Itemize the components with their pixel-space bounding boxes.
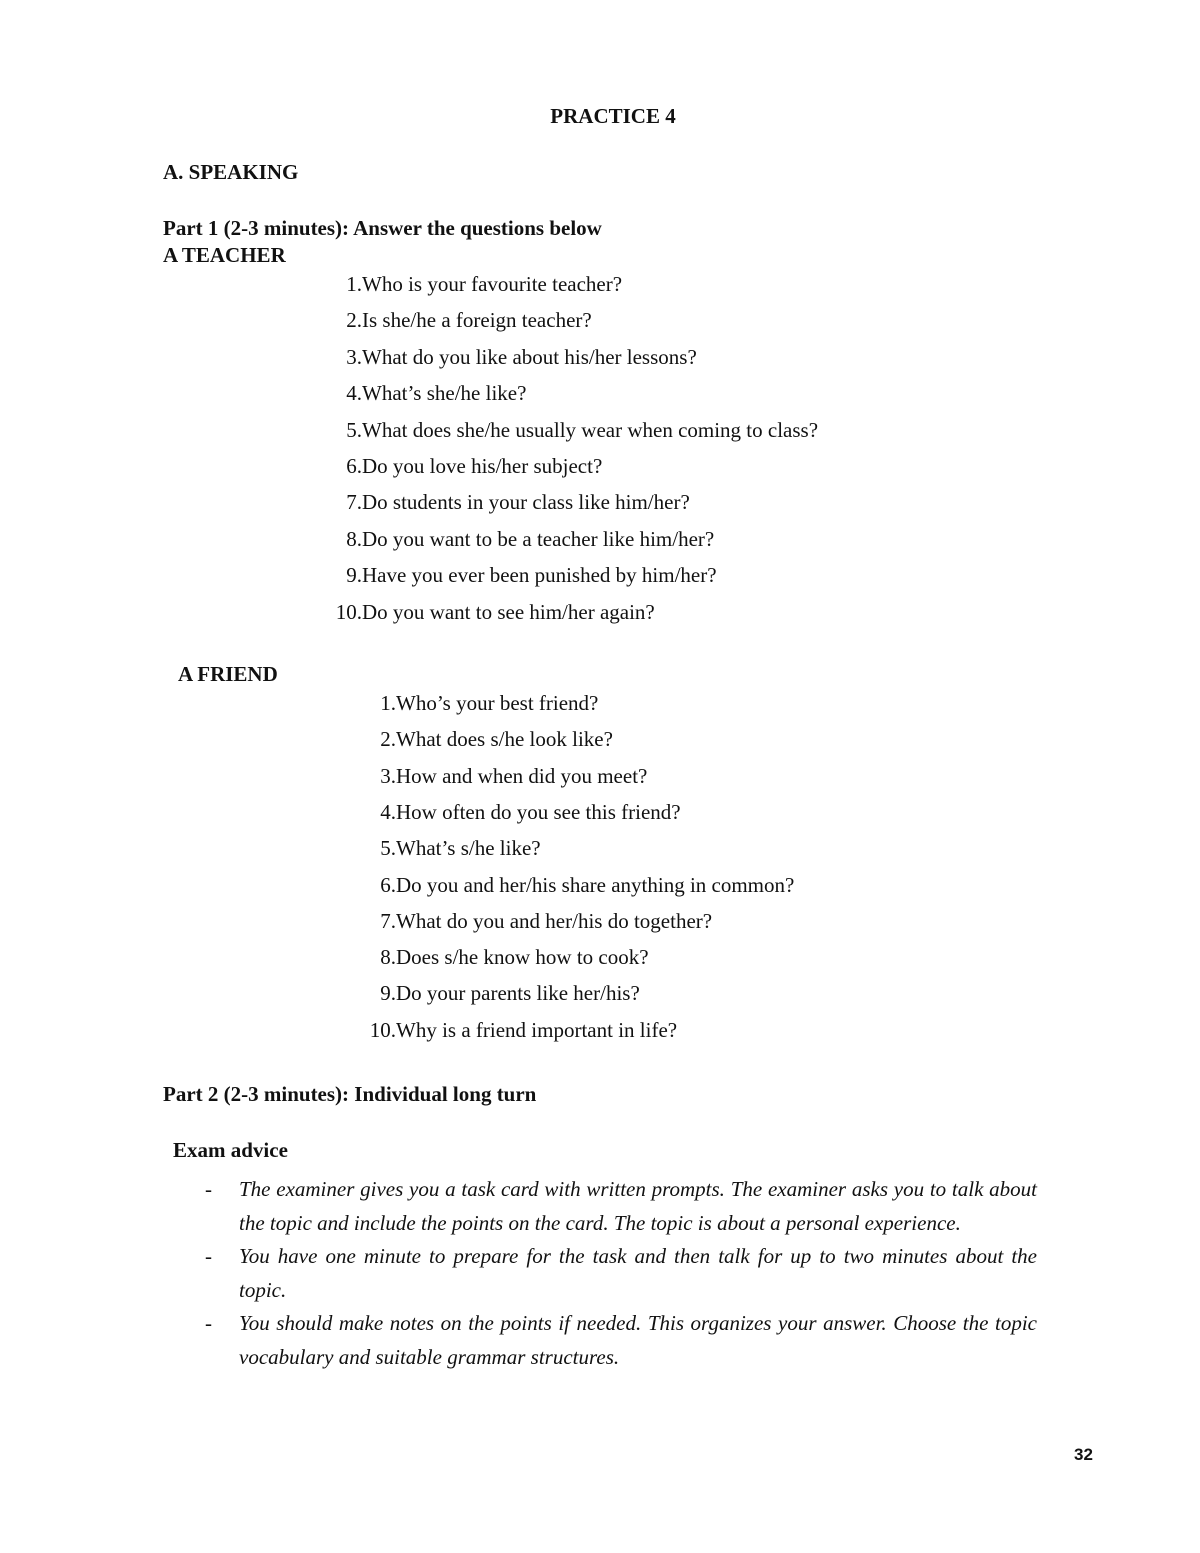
- list-item: 4. What’s she/he like?: [346, 381, 527, 406]
- exam-advice-list: [205, 1173, 1037, 1374]
- page-number: 32: [1074, 1445, 1093, 1464]
- list-item: 1. Who’s your best friend?: [380, 691, 599, 715]
- friend-heading: A FRIEND: [178, 662, 278, 686]
- list-item: 6. Do you and her/his share anything in common?: [380, 872, 795, 897]
- list-item: 5. What’s s/he like?: [380, 836, 541, 861]
- list-item: 6. Do you love his/her subject?: [346, 454, 603, 478]
- list-item: 1. Who is your favourite teacher?: [346, 272, 623, 296]
- part2-heading: Part 2 (2-3 minutes): Individual long turn: [163, 1082, 537, 1106]
- list-item: 8. Does s/he know how to cook?: [380, 945, 649, 970]
- list-item: 5. What does she/he usually wear when coming to class?: [346, 417, 819, 442]
- list-item: 2. What does s/he look like?: [380, 727, 613, 752]
- teacher-heading: A TEACHER: [163, 243, 286, 267]
- exam-advice-heading: Exam advice: [173, 1138, 288, 1162]
- page-title: PRACTICE 4: [550, 104, 676, 128]
- list-item: 7. Do students in your class like him/her?: [346, 490, 690, 515]
- list-item: - You have one minute to prepare for the task and then talk for up to two minutes about the topic.: [205, 1244, 1037, 1302]
- list-item: 8. Do you want to be a teacher like him/her?: [346, 526, 715, 551]
- part1-heading: Part 1 (2-3 minutes): Answer the questions below: [163, 216, 602, 240]
- list-item: - You should make notes on the points if needed. This organizes your answer. Choose the topic vocabulary and suitable grammar structures.: [205, 1311, 1037, 1369]
- list-item: 3. What do you like about his/her lessons?: [346, 344, 697, 369]
- list-item: 7. What do you and her/his do together?: [380, 908, 713, 933]
- list-item: 4. How often do you see this friend?: [380, 799, 681, 824]
- list-item: 3. How and when did you meet?: [380, 763, 648, 788]
- list-item: 9. Do your parents like her/his?: [380, 981, 640, 1006]
- list-item: - The examiner gives you a task card with written prompts. The examiner asks you to talk about the topic and include the points on the card. The topic is about a personal experience.: [205, 1177, 1037, 1235]
- section-heading: A. SPEAKING: [163, 160, 299, 184]
- list-item: 10. Do you want to see him/her again?: [335, 599, 655, 624]
- list-item: 2. Is she/he a foreign teacher?: [346, 308, 592, 333]
- list-item: 10. Why is a friend important in life?: [369, 1017, 678, 1042]
- list-item: 9. Have you ever been punished by him/her?: [346, 563, 717, 588]
